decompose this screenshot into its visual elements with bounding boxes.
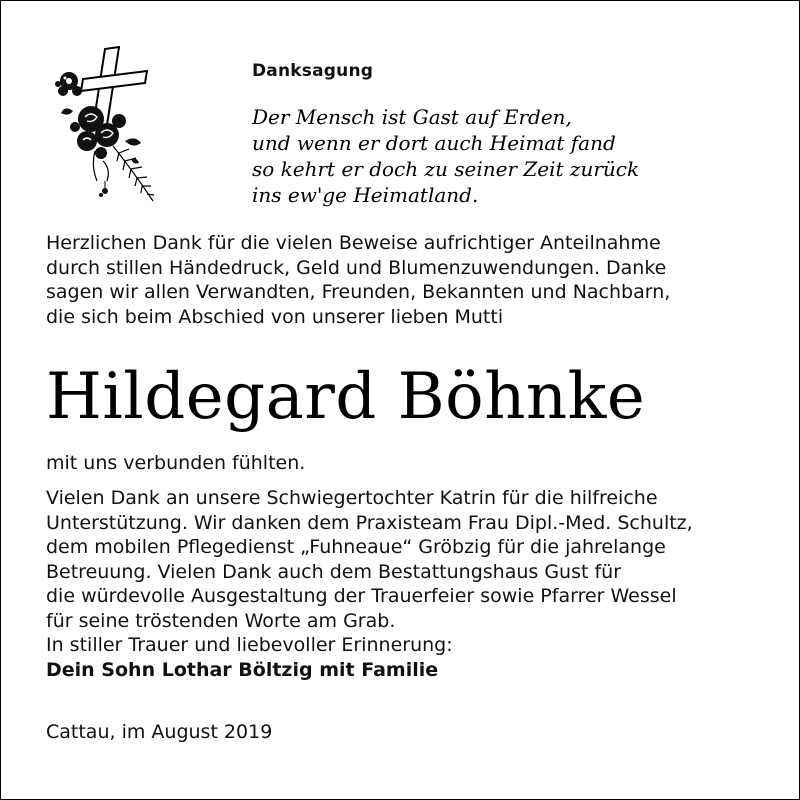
thanks-line: für seine tröstenden Worte am Grab. [46, 609, 396, 632]
signature: Dein Sohn Lothar Böltzig mit Familie [46, 658, 439, 681]
intro-line: sagen wir allen Verwandten, Freunden, Bekannten und Nachbarn, [46, 281, 671, 303]
poem-line: so kehrt er doch zu seiner Zeit zurück [252, 157, 640, 181]
poem-line: und wenn er dort auch Heimat fand [252, 131, 616, 155]
cross-with-roses-icon [43, 41, 163, 206]
poem-line: Der Mensch ist Gast auf Erden, [252, 105, 572, 129]
thanks-line: In stiller Trauer und liebevoller Erinnerung: [46, 634, 453, 656]
intro-paragraph [46, 231, 670, 329]
thanks-line: Betreuung. Vielen Dank auch dem Bestattungshaus Gust für [46, 560, 622, 583]
poem [252, 104, 639, 208]
thanks-line: Unterstützung. Wir danken dem Praxisteam Frau Dipl.-Med. Schultz, [46, 511, 693, 534]
thanks-line: Vielen Dank an unsere Schwiegertochter Katrin für die hilfreiche [46, 487, 658, 509]
place-date: Cattau, im August 2019 [46, 721, 273, 743]
intro-line: Herzlichen Dank für die vielen Beweise aufrichtiger Anteilnahme [46, 232, 661, 254]
thanks-paragraph [46, 486, 693, 682]
poem-line: ins ew'ge Heimatland. [252, 183, 479, 207]
deceased-name: Hildegard Böhnke [46, 360, 646, 434]
after-name-line: mit uns verbunden fühlten. [46, 452, 306, 474]
heading-danksagung: Danksagung [252, 61, 374, 81]
thanks-line: dem mobilen Pflegedienst „Fuhneaue“ Gröbzig für die jahrelange [46, 536, 666, 558]
intro-line: die sich beim Abschied von unserer lieben Mutti [46, 305, 504, 328]
intro-line: durch stillen Händedruck, Geld und Blumenzuwendungen. Danke [46, 256, 667, 279]
thanks-line: die würdevolle Ausgestaltung der Trauerfeier sowie Pfarrer Wessel [46, 585, 677, 607]
